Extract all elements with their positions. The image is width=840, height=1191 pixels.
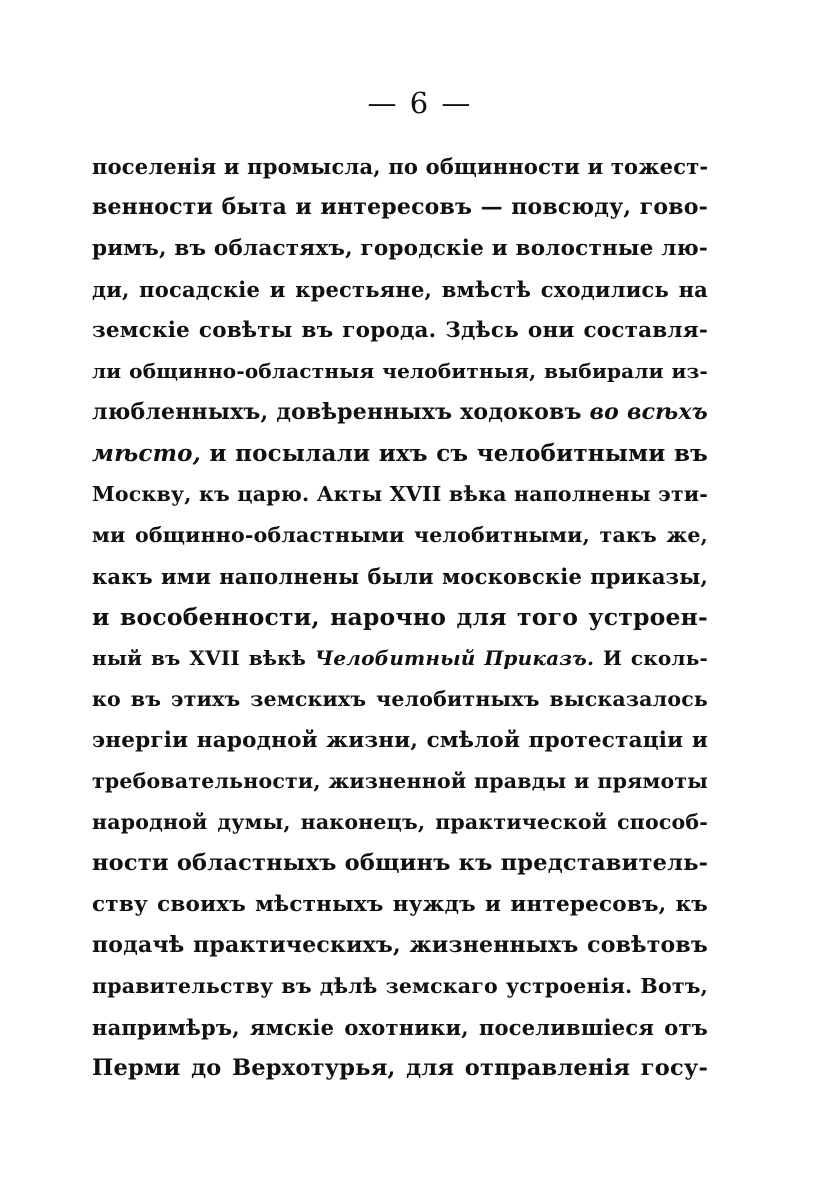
text-line bbox=[92, 597, 708, 638]
page-number: — 6 — bbox=[367, 86, 473, 120]
line-text: ми общинно-областными челобитными, такъ же, bbox=[92, 523, 708, 547]
line-text: любленныхъ, довѣренныхъ ходоковъ bbox=[92, 399, 590, 425]
line-text: ко въ этихъ земскихъ челобитныхъ высказалось bbox=[92, 687, 708, 711]
text-line bbox=[92, 1007, 708, 1048]
line-text: Москву, къ царю. Акты XVII вѣка наполнены эти- bbox=[92, 482, 708, 506]
line-text: римъ, въ областяхъ, городскіе и волостные лю- bbox=[92, 236, 708, 261]
text-line bbox=[92, 761, 708, 802]
text-line bbox=[92, 1048, 708, 1089]
italic-text: Челобитный Приказъ. bbox=[314, 646, 595, 670]
line-text: какъ ими наполнены были московскіе приказы, bbox=[92, 564, 708, 589]
line-text: требовательности, жизненной правды и прямоты bbox=[92, 769, 708, 793]
line-text: ности областныхъ общинъ къ представитель- bbox=[92, 850, 709, 876]
text-line bbox=[92, 433, 708, 474]
text-line bbox=[92, 228, 708, 269]
line-text: И сколь- bbox=[594, 646, 709, 670]
italic-text: во всѣхъ bbox=[589, 399, 708, 425]
line-text: венности быта и интересовъ — повсюду, гово- bbox=[92, 194, 708, 220]
text-line bbox=[92, 884, 708, 925]
text-line bbox=[92, 638, 708, 679]
line-text: земскіе совѣты въ города. Здѣсь они составля- bbox=[92, 318, 708, 343]
text-line bbox=[92, 843, 708, 884]
line-text: энергіи народной жизни, смѣлой протестаціи и bbox=[92, 728, 708, 753]
text-line bbox=[92, 392, 708, 433]
text-line bbox=[92, 515, 708, 556]
line-text: ству своихъ мѣстныхъ нуждъ и интересовъ, къ bbox=[92, 892, 708, 917]
text-line bbox=[92, 187, 708, 228]
text-line bbox=[92, 351, 708, 392]
body-text bbox=[92, 146, 708, 1089]
text-line bbox=[92, 146, 708, 187]
italic-text: мѣсто, bbox=[92, 440, 201, 467]
line-text: и вособенности, нарочно для того устроен- bbox=[92, 603, 708, 631]
line-text: ди, посадскіе и крестьяне, вмѣстѣ сходились на bbox=[92, 277, 708, 302]
line-text: ный въ XVII вѣкѣ bbox=[92, 646, 315, 670]
text-line bbox=[92, 720, 708, 761]
text-line bbox=[92, 474, 708, 515]
line-text: Перми до Верхотурья, для отправленія госу- bbox=[92, 1055, 708, 1081]
text-line bbox=[92, 802, 708, 843]
line-text: подачѣ практическихъ, жизненныхъ совѣтовъ bbox=[92, 932, 708, 958]
text-line bbox=[92, 556, 708, 597]
text-line bbox=[92, 925, 708, 966]
line-text: народной думы, наконецъ, практической способ- bbox=[92, 810, 708, 834]
text-line bbox=[92, 679, 708, 720]
text-line bbox=[92, 966, 708, 1007]
text-line bbox=[92, 310, 708, 351]
line-text: поселенія и промысла, по общинности и тожест- bbox=[92, 154, 709, 179]
line-text: ли общинно-областныя челобитныя, выбирали из- bbox=[92, 359, 708, 383]
line-text: и посылали ихъ съ челобитными въ bbox=[200, 440, 708, 467]
line-text: напримѣръ, ямскіе охотники, поселившіеся отъ bbox=[92, 1015, 708, 1040]
text-line bbox=[92, 269, 708, 310]
line-text: правительству въ дѣлѣ земскаго устроенія. Вотъ, bbox=[92, 974, 708, 998]
